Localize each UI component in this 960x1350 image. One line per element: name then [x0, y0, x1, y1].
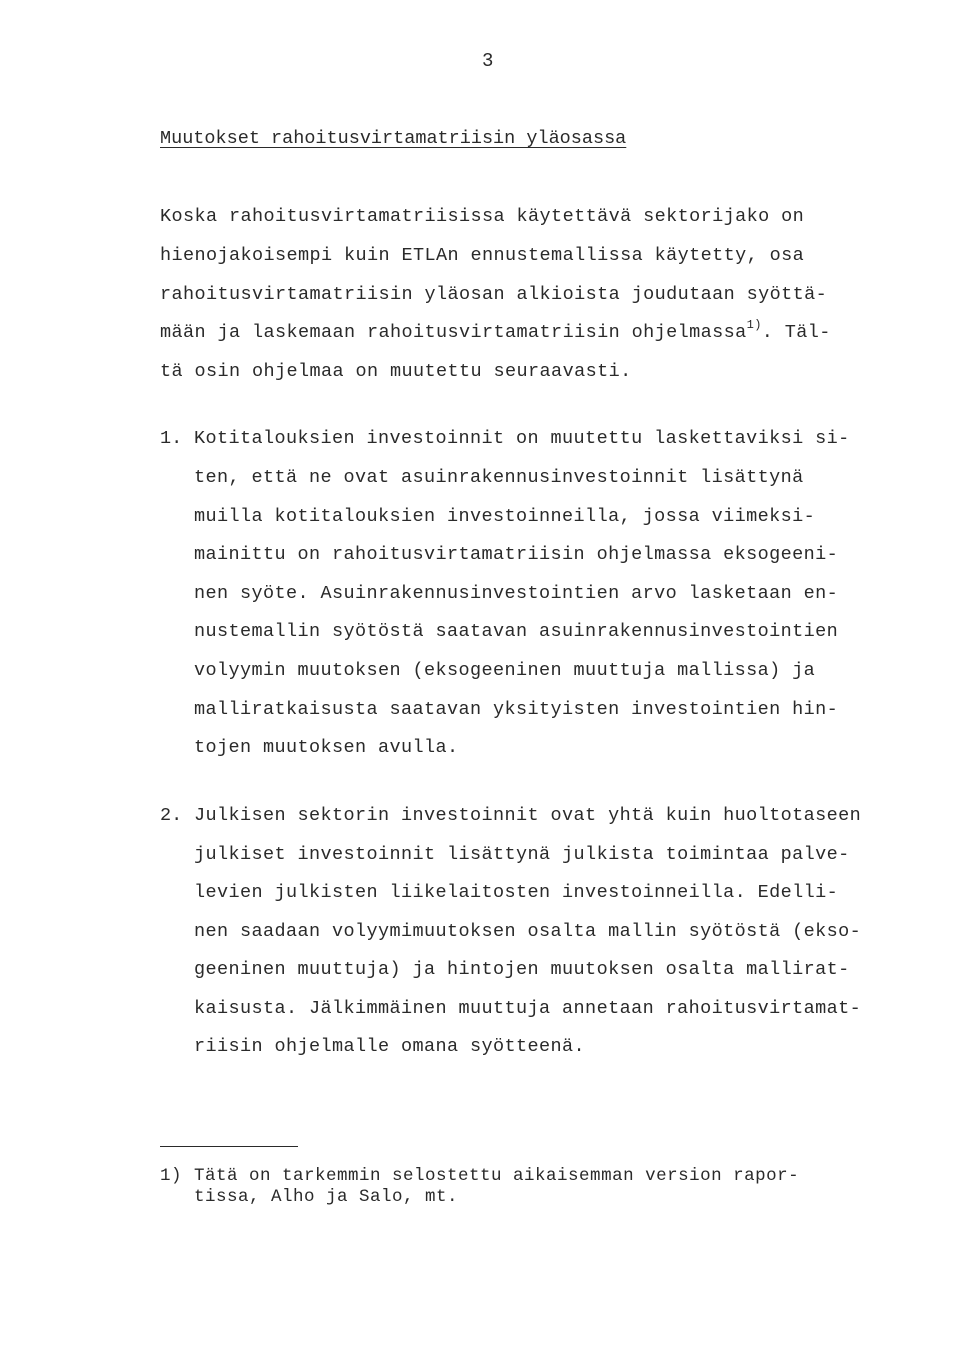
footnote-line: tissa, Alho ja Salo, mt.	[194, 1187, 459, 1207]
list-item-line: julkiset investoinnit lisättynä julkista toimintaa palve-	[194, 844, 850, 865]
list-item-line: Julkisen sektorin investoinnit ovat yhtä kuin huoltotaseen	[194, 805, 862, 826]
list-item-line: geeninen muuttuja) ja hintojen muutoksen osalta mallirat-	[194, 959, 850, 980]
intro-line: tä osin ohjelmaa on muutettu seuraavasti.	[160, 361, 632, 382]
list-item-line: muilla kotitalouksien investoinneilla, jossa viimeksi-	[194, 506, 816, 527]
list-item-line: ten, että ne ovat asuinrakennusinvestoinnit lisättynä	[194, 467, 804, 488]
intro-line: hienojakoisempi kuin ETLAn ennustemallissa käytetty, osa	[160, 245, 805, 266]
list-item-line: nen syöte. Asuinrakennusinvestointien arvo lasketaan en-	[194, 583, 839, 604]
list-item-line: nustemallin syötöstä saatavan asuinrakennusinvestointien	[194, 621, 839, 642]
list-item-line: malliratkaisusta saatavan yksityisten investointien hin-	[194, 699, 839, 720]
list-item-line: nen saadaan volyymimuutoksen osalta mallin syötöstä (ekso-	[194, 921, 862, 942]
list-item-number: 2.	[160, 805, 183, 826]
list-item-line: levien julkisten liikelaitosten investoinneilla. Edelli-	[194, 882, 839, 903]
list-item-number: 1.	[160, 428, 183, 449]
list-item-line: mainittu on rahoitusvirtamatriisin ohjelmassa eksogeeni-	[194, 544, 839, 565]
page-number: 3	[482, 50, 494, 72]
list-item-line: kaisusta. Jälkimmäinen muuttuja annetaan rahoitusvirtamat-	[194, 998, 862, 1019]
footnote-divider	[160, 1146, 298, 1147]
section-heading: Muutokset rahoitusvirtamatriisin yläosassa	[160, 128, 627, 149]
footnote-reference: 1)	[746, 318, 762, 332]
intro-line: rahoitusvirtamatriisin yläosan alkioista joudutaan syöttä-	[160, 284, 828, 305]
footnote-line: Tätä on tarkemmin selostettu aikaisemman version rapor-	[194, 1166, 800, 1186]
intro-line	[160, 318, 831, 343]
list-item-line: riisin ohjelmalle omana syötteenä.	[194, 1036, 586, 1057]
intro-line-tail: . Täl-	[761, 322, 831, 343]
list-item-line: Kotitalouksien investoinnit on muutettu laskettaviksi si-	[194, 428, 850, 449]
list-item-line: volyymin muutoksen (eksogeeninen muuttuja mallissa) ja	[194, 660, 816, 681]
intro-line: Koska rahoitusvirtamatriisissa käytettävä sektorijako on	[160, 206, 805, 227]
intro-line-text: mään ja laskemaan rahoitusvirtamatriisin ohjelmassa	[160, 322, 747, 343]
footnote-marker: 1)	[160, 1166, 183, 1186]
list-item-line: tojen muutoksen avulla.	[194, 737, 459, 758]
